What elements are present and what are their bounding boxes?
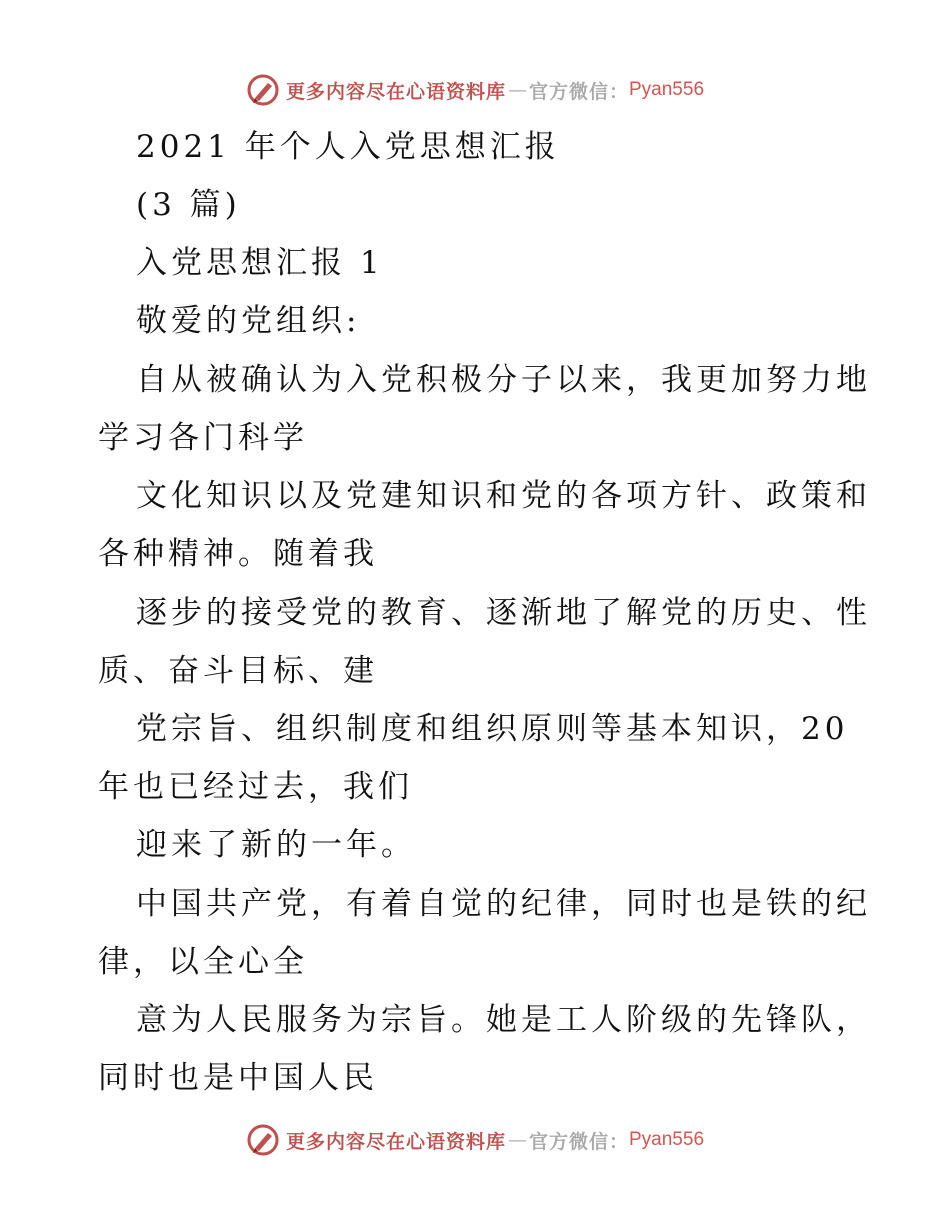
paragraph-line: 学习各门科学 — [98, 420, 308, 456]
paragraph-line: 迎来了新的一年。 — [136, 827, 416, 863]
section-heading: 入党思想汇报 1 — [136, 245, 384, 281]
watermark-dash: — — [507, 79, 527, 101]
pen-logo-icon — [246, 1123, 280, 1157]
pen-logo-icon — [246, 73, 280, 107]
watermark-text: 更多内容尽在心语资料库 — [285, 80, 506, 103]
paragraph-line: 各种精神。随着我 — [98, 536, 378, 572]
footer-watermark — [0, 1120, 950, 1160]
paragraph-line: 年也已经过去，我们 — [98, 769, 413, 805]
watermark-dash: — — [507, 1129, 527, 1151]
paragraph-line: 党宗旨、组织制度和组织原则等基本知识，20 — [136, 711, 849, 747]
paragraph-line: 律，以全心全 — [98, 944, 308, 980]
paragraph-line: 中国共产党，有着自觉的纪律，同时也是铁的纪 — [136, 886, 871, 922]
wechat-label: 官方微信： — [528, 1130, 629, 1153]
document-title: 2021 年个人入党思想汇报 — [136, 129, 560, 165]
wechat-id: Pyan556 — [629, 1129, 705, 1150]
watermark-text: 更多内容尽在心语资料库 — [285, 1130, 506, 1153]
wechat-label: 官方微信： — [528, 80, 629, 103]
paragraph-line: 自从被确认为入党积极分子以来，我更加努力地 — [136, 362, 871, 398]
paragraph-line: 逐步的接受党的教育、逐渐地了解党的历史、性 — [136, 595, 871, 631]
document-count: (3 篇) — [136, 187, 241, 223]
greeting: 敬爱的党组织: — [136, 303, 361, 339]
paragraph-line: 质、奋斗目标、建 — [98, 653, 378, 689]
paragraph-line: 意为人民服务为宗旨。她是工人阶级的先锋队， — [136, 1002, 871, 1038]
wechat-id: Pyan556 — [629, 79, 705, 100]
header-watermark — [0, 70, 950, 110]
paragraph-line: 文化知识以及党建知识和党的各项方针、政策和 — [136, 478, 871, 514]
paragraph-line: 同时也是中国人民 — [98, 1060, 378, 1096]
